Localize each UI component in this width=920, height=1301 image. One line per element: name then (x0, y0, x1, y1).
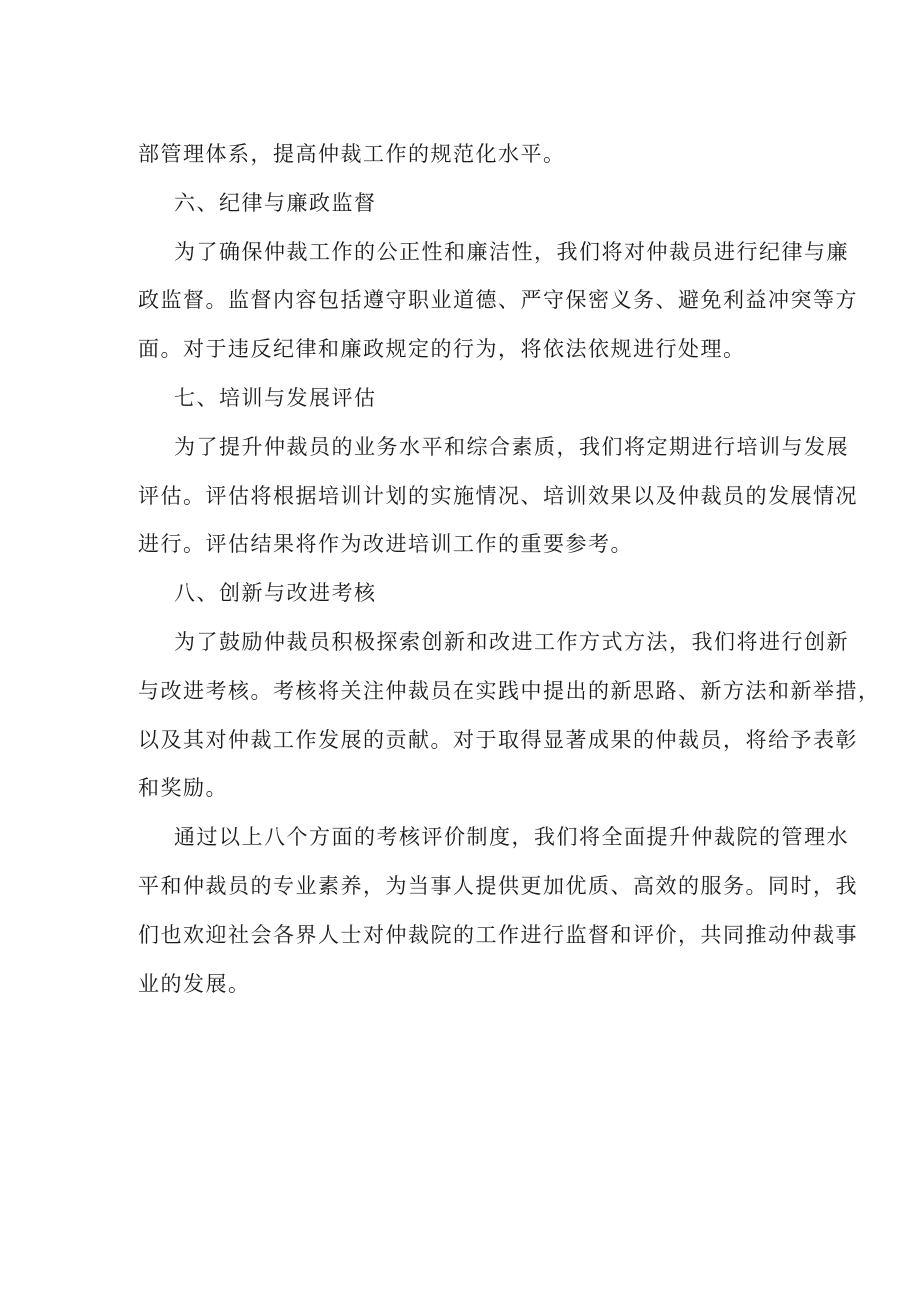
section-heading: 七、培训与发展评估 (174, 385, 377, 410)
paragraph-line: 为了鼓励仲裁员积极探索创新和改进工作方式方法，我们将进行创新 (174, 629, 849, 654)
paragraph-line: 业的发展。 (138, 971, 251, 996)
paragraph-line: 面。对于违反纪律和廉政规定的行为，将依法依规进行处理。 (138, 337, 746, 362)
paragraph-line: 平和仲裁员的专业素养，为当事人提供更加优质、高效的服务。同时，我 (138, 873, 858, 898)
section-heading: 八、创新与改进考核 (174, 581, 377, 606)
paragraph-line: 以及其对仲裁工作发展的贡献。对于取得显著成果的仲裁员，将给予表彰 (138, 727, 858, 752)
section-innovation (138, 573, 881, 817)
paragraph-line: 为了提升仲裁员的业务水平和综合素质，我们将定期进行培训与发展 (174, 434, 849, 459)
paragraph-line: 评估。评估将根据培训计划的实施情况、培训效果以及仲裁员的发展情况 (138, 483, 858, 508)
paragraph-line: 部管理体系，提高仲裁工作的规范化水平。 (138, 142, 566, 166)
paragraph-line: 通过以上八个方面的考核评价制度，我们将全面提升仲裁院的管理水 (174, 825, 849, 850)
paragraph-line: 政监督。监督内容包括遵守职业道德、严守保密义务、避免利益冲突等方 (138, 288, 858, 313)
paragraph-line: 与改进考核。考核将关注仲裁员在实践中提出的新思路、新方法和新举措， (138, 678, 881, 703)
section-heading: 六、纪律与廉政监督 (174, 190, 377, 215)
paragraph-line: 和奖励。 (138, 776, 228, 801)
continuation-paragraph (138, 134, 790, 183)
section-training (138, 378, 858, 573)
paragraph-line: 进行。评估结果将作为改进培训工作的重要参考。 (138, 532, 633, 557)
section-discipline (138, 183, 858, 378)
paragraph-line: 为了确保仲裁工作的公正性和廉洁性，我们将对仲裁员进行纪律与廉 (174, 239, 849, 264)
conclusion-paragraph (138, 817, 858, 1012)
paragraph-line: 们也欢迎社会各界人士对仲裁院的工作进行监督和评价，共同推动仲裁事 (138, 922, 858, 947)
